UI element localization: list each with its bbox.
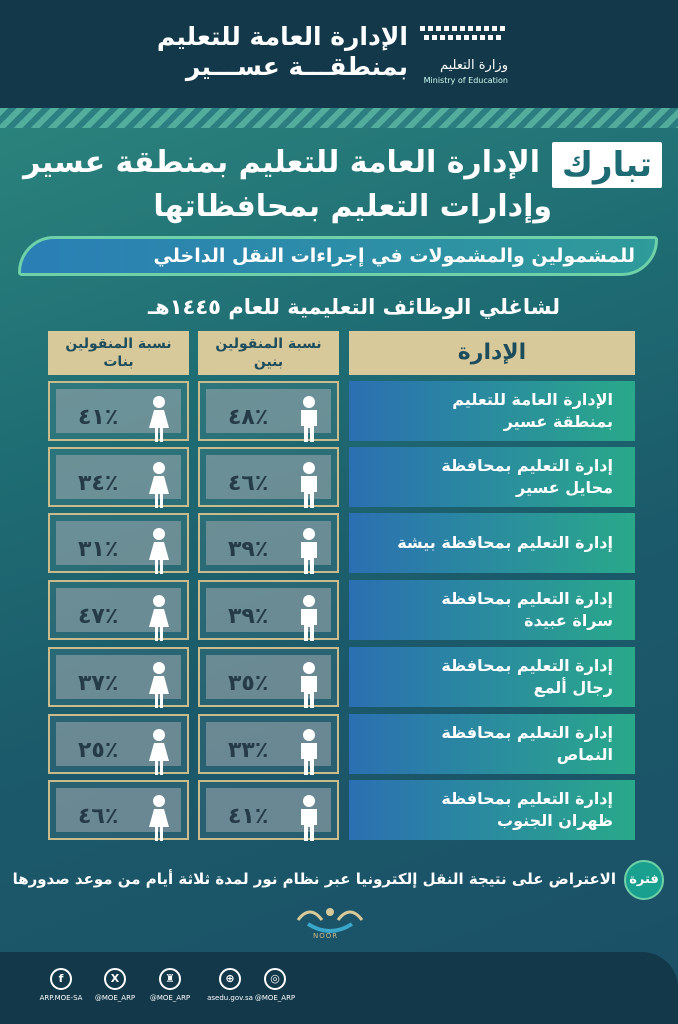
girls-percentage: ٤٧٪ <box>78 604 119 629</box>
objection-text: الاعتراض على نتيجة النقل إلكترونيا عبر نظام نور لمدة ثلاثة أيام من موعد صدورها <box>12 870 616 888</box>
male-person-icon <box>295 395 323 443</box>
female-person-icon <box>145 594 173 642</box>
facebook-icon: f <box>50 968 72 990</box>
boys-percentage: ٤٨٪ <box>228 405 269 430</box>
boys-cell <box>198 714 339 774</box>
noor-label: NOOR <box>313 932 339 940</box>
social-label: @MOE_ARP <box>94 994 136 1002</box>
boys-cell <box>198 513 339 573</box>
ribbon-banner: للمشمولين والمشمولات في إجراءات النقل الداخلي <box>18 236 658 276</box>
header-title: الإدارة العامة للتعليم بمنطقـــة عســـير <box>156 22 408 81</box>
admin-name: الإدارة العامة للتعليم بمنطقة عسير <box>349 381 635 441</box>
female-person-icon <box>145 661 173 709</box>
female-person-icon <box>145 395 173 443</box>
social-label: asedu.gov.sa <box>207 994 253 1002</box>
female-person-icon <box>145 728 173 776</box>
decorative-pattern <box>0 108 678 128</box>
male-person-icon <box>295 527 323 575</box>
social-label: ARP.MOE-SA <box>39 994 83 1002</box>
social-link[interactable] <box>36 968 86 1002</box>
social-link[interactable] <box>145 968 195 1002</box>
title-line-1: الإدارة العامة للتعليم بمنطقة عسير <box>23 145 540 180</box>
website-icon: ⊕ <box>219 968 241 990</box>
table-row <box>0 447 678 507</box>
female-person-icon <box>145 527 173 575</box>
boys-cell <box>198 780 339 840</box>
girls-cell <box>48 714 189 774</box>
girls-cell <box>48 580 189 640</box>
moe-dots-icon <box>418 24 508 46</box>
period-badge: فترة <box>624 860 664 900</box>
column-header-girls: نسبة المنقولين بنات <box>48 331 189 375</box>
x-icon: X <box>104 968 126 990</box>
girls-cell <box>48 780 189 840</box>
admin-name: إدارة التعليم بمحافظة سراة عبيدة <box>349 580 635 640</box>
social-label: @MOE_ARP <box>149 994 191 1002</box>
girls-percentage: ٤٦٪ <box>78 804 119 829</box>
girls-percentage: ٤١٪ <box>78 405 119 430</box>
boys-percentage: ٤١٪ <box>228 804 269 829</box>
title-line-2: وإدارات التعليم بمحافظاتها <box>153 189 552 224</box>
boys-percentage: ٣٣٪ <box>228 738 269 763</box>
table-row <box>0 780 678 840</box>
male-person-icon <box>295 594 323 642</box>
girls-cell <box>48 381 189 441</box>
column-header-admin: الإدارة <box>349 331 635 375</box>
admin-name: إدارة التعليم بمحافظة ظهران الجنوب <box>349 780 635 840</box>
moe-name-english: Ministry of Education <box>423 76 508 85</box>
female-person-icon <box>145 461 173 509</box>
snapchat-icon: ♜ <box>159 968 181 990</box>
boys-percentage: ٤٦٪ <box>228 471 269 496</box>
girls-cell <box>48 513 189 573</box>
boys-percentage: ٣٥٪ <box>228 671 269 696</box>
table-row <box>0 381 678 441</box>
tabarak-label: تبارك <box>552 142 662 188</box>
girls-cell <box>48 647 189 707</box>
social-label: @MOE_ARP <box>254 994 296 1002</box>
boys-percentage: ٣٩٪ <box>228 537 269 562</box>
moe-name-arabic: وزارة التعليم <box>439 58 508 73</box>
social-link[interactable] <box>90 968 140 1002</box>
boys-cell <box>198 381 339 441</box>
girls-percentage: ٣٧٪ <box>78 671 119 696</box>
table-row <box>0 513 678 573</box>
subtitle: لشاغلي الوظائف التعليمية للعام ١٤٤٥هـ <box>147 295 560 319</box>
admin-name: إدارة التعليم بمحافظة محايل عسير <box>349 447 635 507</box>
social-link[interactable] <box>250 968 300 1002</box>
male-person-icon <box>295 728 323 776</box>
ministry-logo <box>418 24 508 88</box>
girls-percentage: ٣١٪ <box>78 537 119 562</box>
admin-name: إدارة التعليم بمحافظة رجال ألمع <box>349 647 635 707</box>
boys-cell <box>198 447 339 507</box>
column-header-boys: نسبة المنقولين بنين <box>198 331 339 375</box>
girls-percentage: ٣٤٪ <box>78 471 119 496</box>
table-row <box>0 580 678 640</box>
admin-name: إدارة التعليم بمحافظة بيشة <box>349 513 635 573</box>
admin-name: إدارة التعليم بمحافظة النماص <box>349 714 635 774</box>
social-link[interactable] <box>205 968 255 1002</box>
boys-cell <box>198 580 339 640</box>
male-person-icon <box>295 661 323 709</box>
header <box>0 0 678 108</box>
female-person-icon <box>145 794 173 842</box>
boys-percentage: ٣٩٪ <box>228 604 269 629</box>
male-person-icon <box>295 794 323 842</box>
objection-notice <box>14 856 664 904</box>
instagram-icon: ◎ <box>264 968 286 990</box>
table-row <box>0 714 678 774</box>
table-row <box>0 647 678 707</box>
male-person-icon <box>295 461 323 509</box>
girls-cell <box>48 447 189 507</box>
girls-percentage: ٢٥٪ <box>78 738 119 763</box>
boys-cell <box>198 647 339 707</box>
